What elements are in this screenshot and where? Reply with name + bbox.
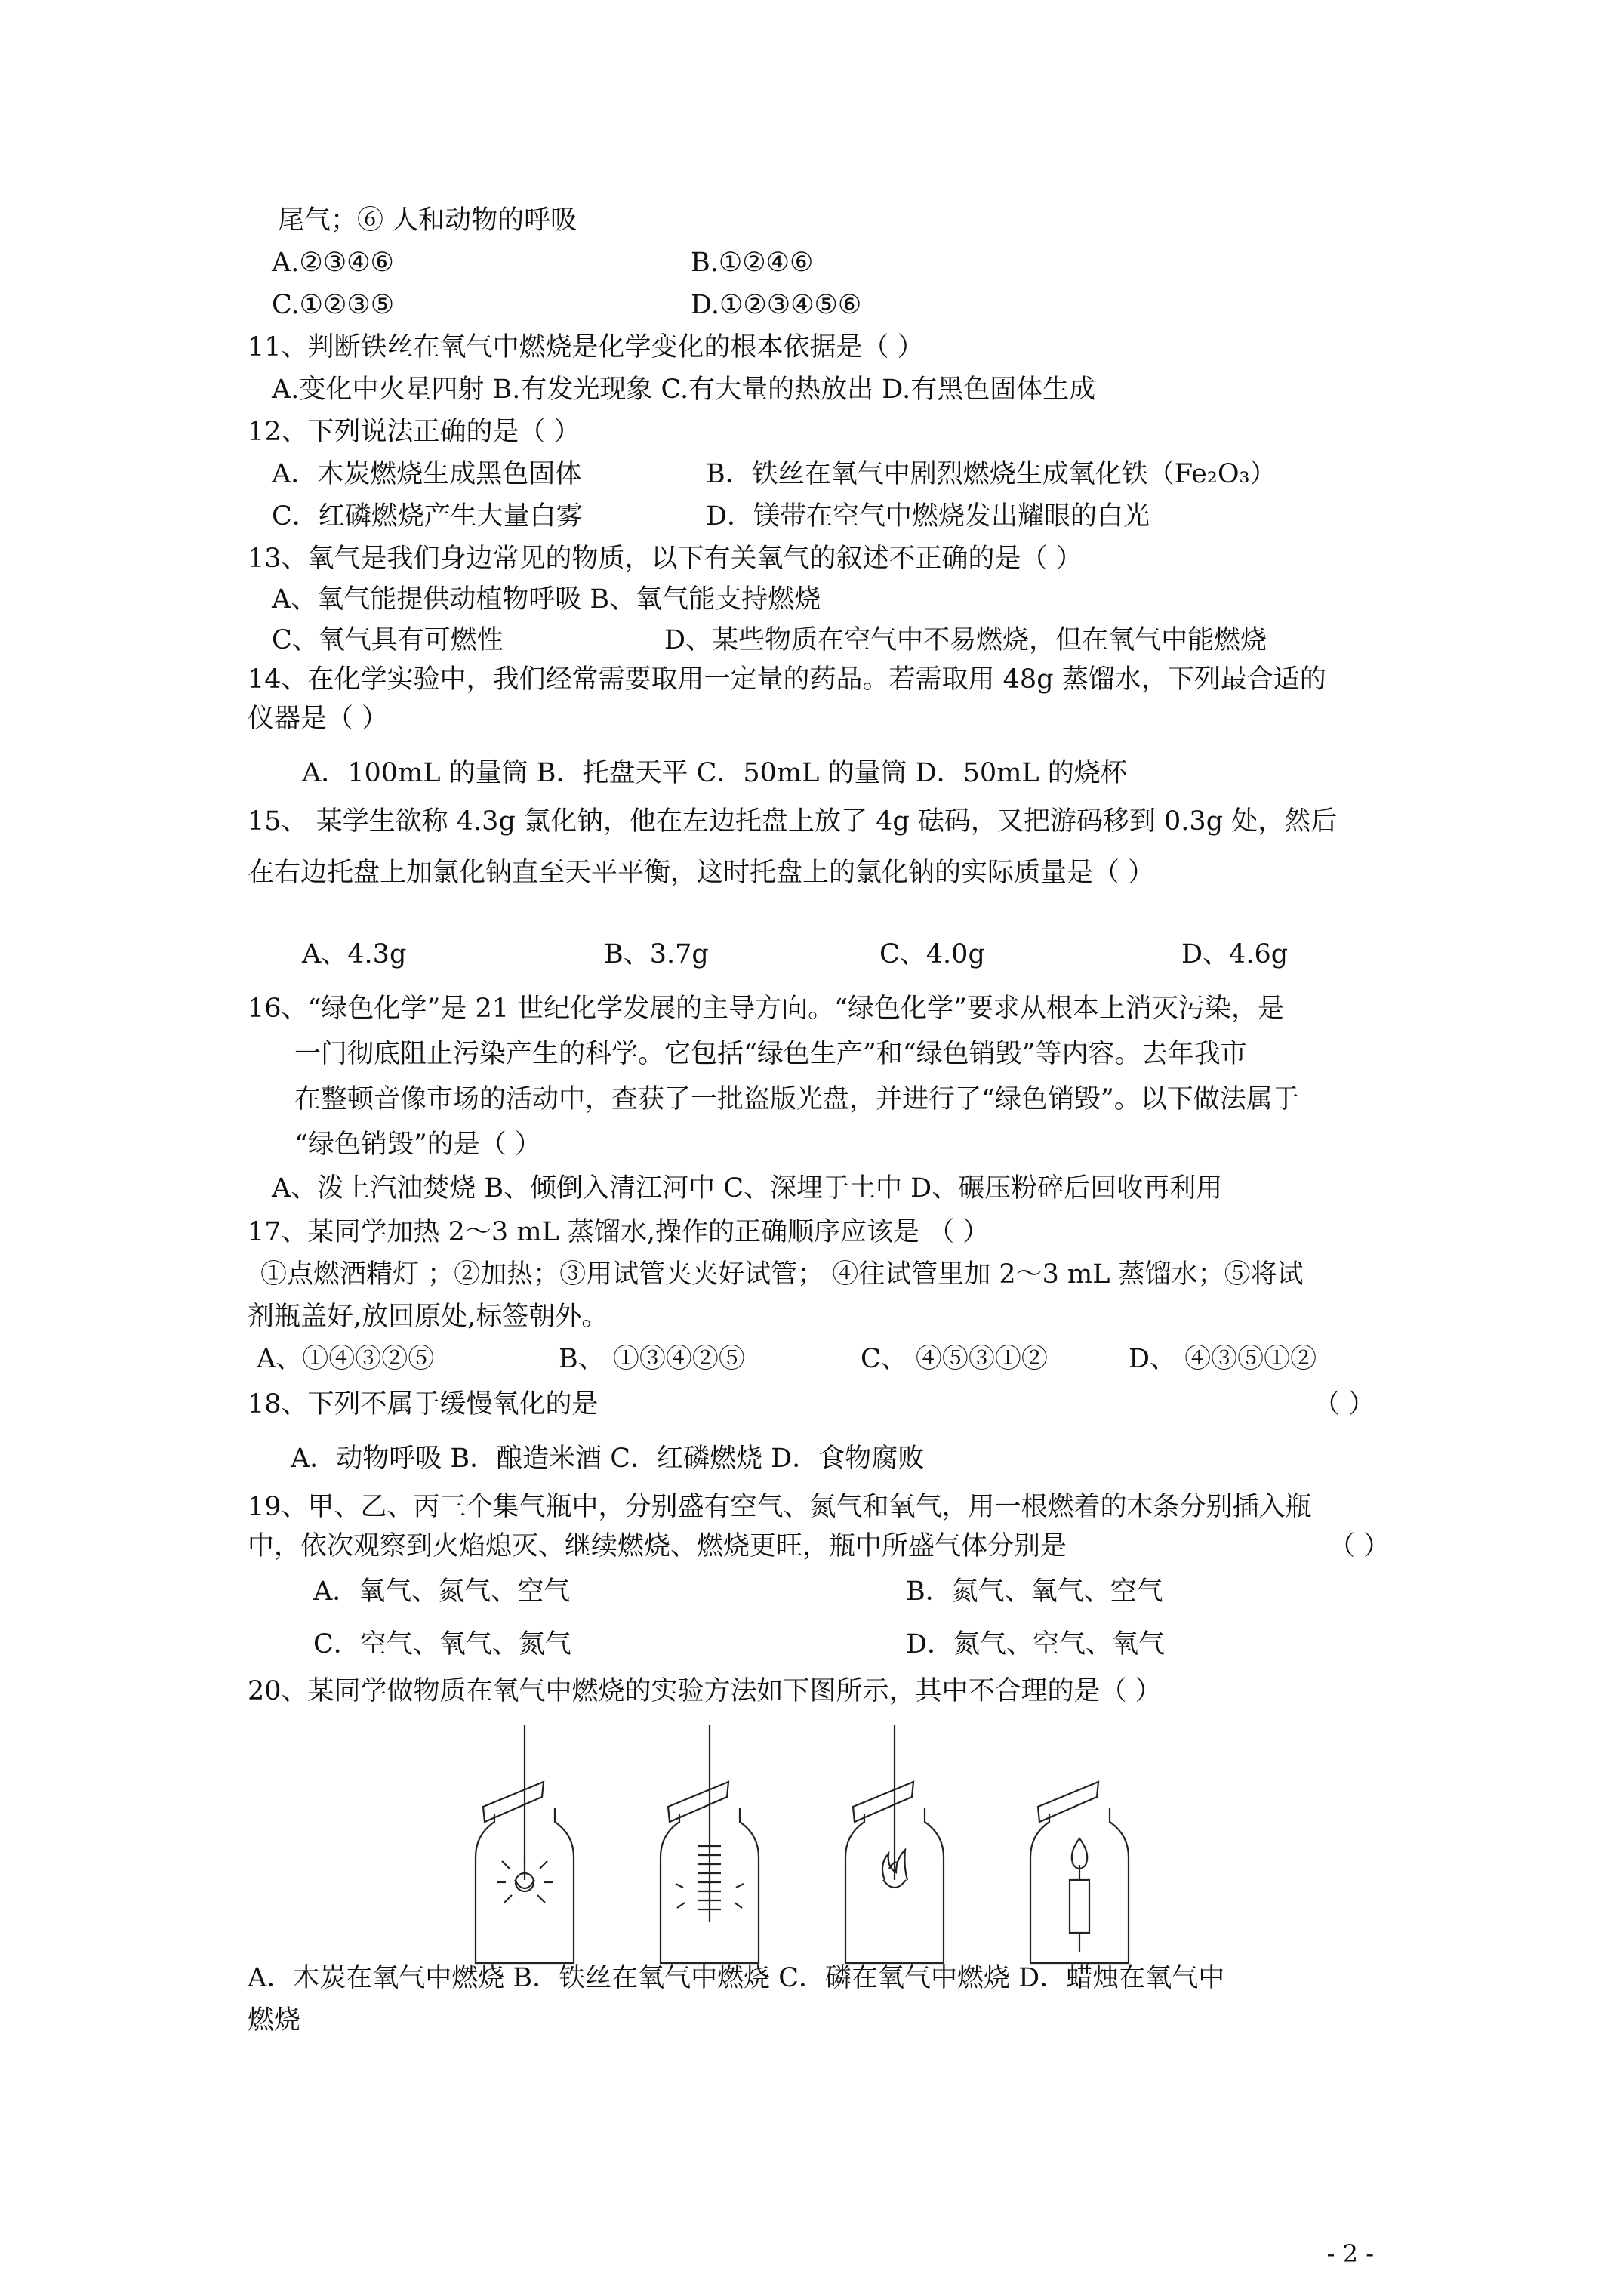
text-line: A．动物呼吸 B．酿造米酒 C．红磷燃烧 D．食物腐败 xyxy=(291,1444,925,1474)
text-line: B、3.7g xyxy=(604,939,709,969)
text-line: ①点燃酒精灯 ；②加热；③用试管夹夹好试管； ④往试管里加 2～3 mL 蒸馏水；⑤将试 xyxy=(260,1259,1304,1290)
text-line: C.①②③⑤ xyxy=(272,290,395,320)
text-line: B．氮气、氧气、空气 xyxy=(906,1576,1163,1607)
text-line: 燃烧 xyxy=(248,2005,301,2036)
text-line: A．100mL 的量筒 B．托盘天平 C．50mL 的量筒 D．50mL 的烧杯 xyxy=(302,758,1127,788)
text-line: 20、某同学做物质在氧气中燃烧的实验方法如下图所示，其中不合理的是（ ） xyxy=(248,1676,1162,1706)
page-number: - 2 - xyxy=(1326,2239,1374,2268)
text-line: 16、“绿色化学”是 21 世纪化学发展的主导方向。“绿色化学”要求从根本上消灭污染，是 xyxy=(248,994,1284,1024)
text-line: “绿色销毁”的是（ ） xyxy=(294,1130,541,1160)
text-line: 19、甲、乙、丙三个集气瓶中，分别盛有空气、氮气和氧气，用一根燃着的木条分别插入瓶 xyxy=(248,1492,1312,1522)
text-line: （ ） xyxy=(1313,1389,1375,1419)
text-line: 在右边托盘上加氯化钠直至天平平衡，这时托盘上的氯化钠的实际质量是（ ） xyxy=(248,858,1155,888)
text-line: A、①④③②⑤ xyxy=(257,1344,435,1374)
text-line: 14、在化学实验中，我们经常需要取用一定量的药品。若需取用 48g 蒸馏水，下列最合适的 xyxy=(248,664,1326,695)
text-line: B、 ①③④②⑤ xyxy=(559,1344,745,1374)
text-line: B.①②④⑥ xyxy=(691,248,814,278)
text-line: A．木炭燃烧生成黑色固体 xyxy=(272,459,582,489)
text-line: D、 ④③⑤①② xyxy=(1129,1344,1317,1374)
text-line: A．氧气、氮气、空气 xyxy=(313,1576,571,1607)
jar-candle-icon xyxy=(1030,1782,1129,1963)
text-line: 尾气；⑥ 人和动物的呼吸 xyxy=(278,205,577,236)
text-line: 中，依次观察到火焰熄灭、继续燃烧、燃烧更旺，瓶中所盛气体分别是 xyxy=(248,1531,1067,1561)
text-line: D、4.6g xyxy=(1181,939,1289,969)
text-line: D．镁带在空气中燃烧发出耀眼的白光 xyxy=(706,501,1150,532)
text-line: 在整顿音像市场的活动中，查获了一批盗版光盘，并进行了“绿色销毁”。以下做法属于 xyxy=(294,1084,1299,1114)
text-line: C．空气、氧气、氮气 xyxy=(313,1629,571,1660)
text-line: （ ） xyxy=(1329,1531,1390,1561)
text-line: C、4.0g xyxy=(879,939,985,969)
text-line: C．红磷燃烧产生大量白雾 xyxy=(272,501,583,532)
text-line: D．氮气、空气、氧气 xyxy=(906,1629,1166,1660)
text-line: 15、 某学生欲称 4.3g 氯化钠，他在左边托盘上放了 4g 砝码，又把游码移到 0.3g 处，然后 xyxy=(248,806,1338,837)
text-line: A、泼上汽油焚烧 B、倾倒入清江河中 C、深埋于土中 D、碾压粉碎后回收再利用 xyxy=(272,1173,1223,1203)
text-line: D、某些物质在空气中不易燃烧，但在氧气中能燃烧 xyxy=(664,625,1267,655)
text-line: 18、下列不属于缓慢氧化的是 xyxy=(248,1389,599,1419)
text-line: 仪器是（ ） xyxy=(248,704,389,734)
text-line: 12、下列说法正确的是（ ） xyxy=(248,417,581,447)
text-line: C、 ④⑤③①② xyxy=(861,1344,1048,1374)
text-line: A.变化中火星四射 B.有发光现象 C.有大量的热放出 D.有黑色固体生成 xyxy=(272,374,1096,405)
text-line: D.①②③④⑤⑥ xyxy=(691,290,862,320)
jar-iron-wire-icon xyxy=(661,1725,759,1963)
text-line: A.②③④⑥ xyxy=(272,248,394,278)
text-line: A．木炭在氧气中燃烧 B．铁丝在氧气中燃烧 C．磷在氧气中燃烧 D．蜡烛在氧气中 xyxy=(248,1963,1225,1993)
jar-charcoal-icon xyxy=(476,1725,574,1963)
text-line: A、4.3g xyxy=(302,939,407,969)
text-line: 剂瓶盖好,放回原处,标签朝外。 xyxy=(248,1302,608,1332)
text-line: 13、氧气是我们身边常见的物质，以下有关氧气的叙述不正确的是（ ） xyxy=(248,544,1083,574)
combustion-experiment-figures xyxy=(453,1725,1419,1974)
text-line: C、氧气具有可燃性 xyxy=(272,625,504,655)
text-line: B．铁丝在氧气中剧烈燃烧生成氧化铁（Fe₂O₃） xyxy=(706,459,1277,489)
jar-phosphorus-icon xyxy=(845,1725,944,1963)
text-line: A、氧气能提供动植物呼吸 B、氧气能支持燃烧 xyxy=(272,584,821,615)
text-line: 17、某同学加热 2～3 mL 蒸馏水,操作的正确顺序应该是 （ ） xyxy=(248,1217,990,1247)
text-line: 11、判断铁丝在氧气中燃烧是化学变化的根本依据是（ ） xyxy=(248,332,924,362)
text-line: 一门彻底阻止污染产生的科学。它包括“绿色生产”和“绿色销毁”等内容。去年我市 xyxy=(294,1039,1247,1069)
